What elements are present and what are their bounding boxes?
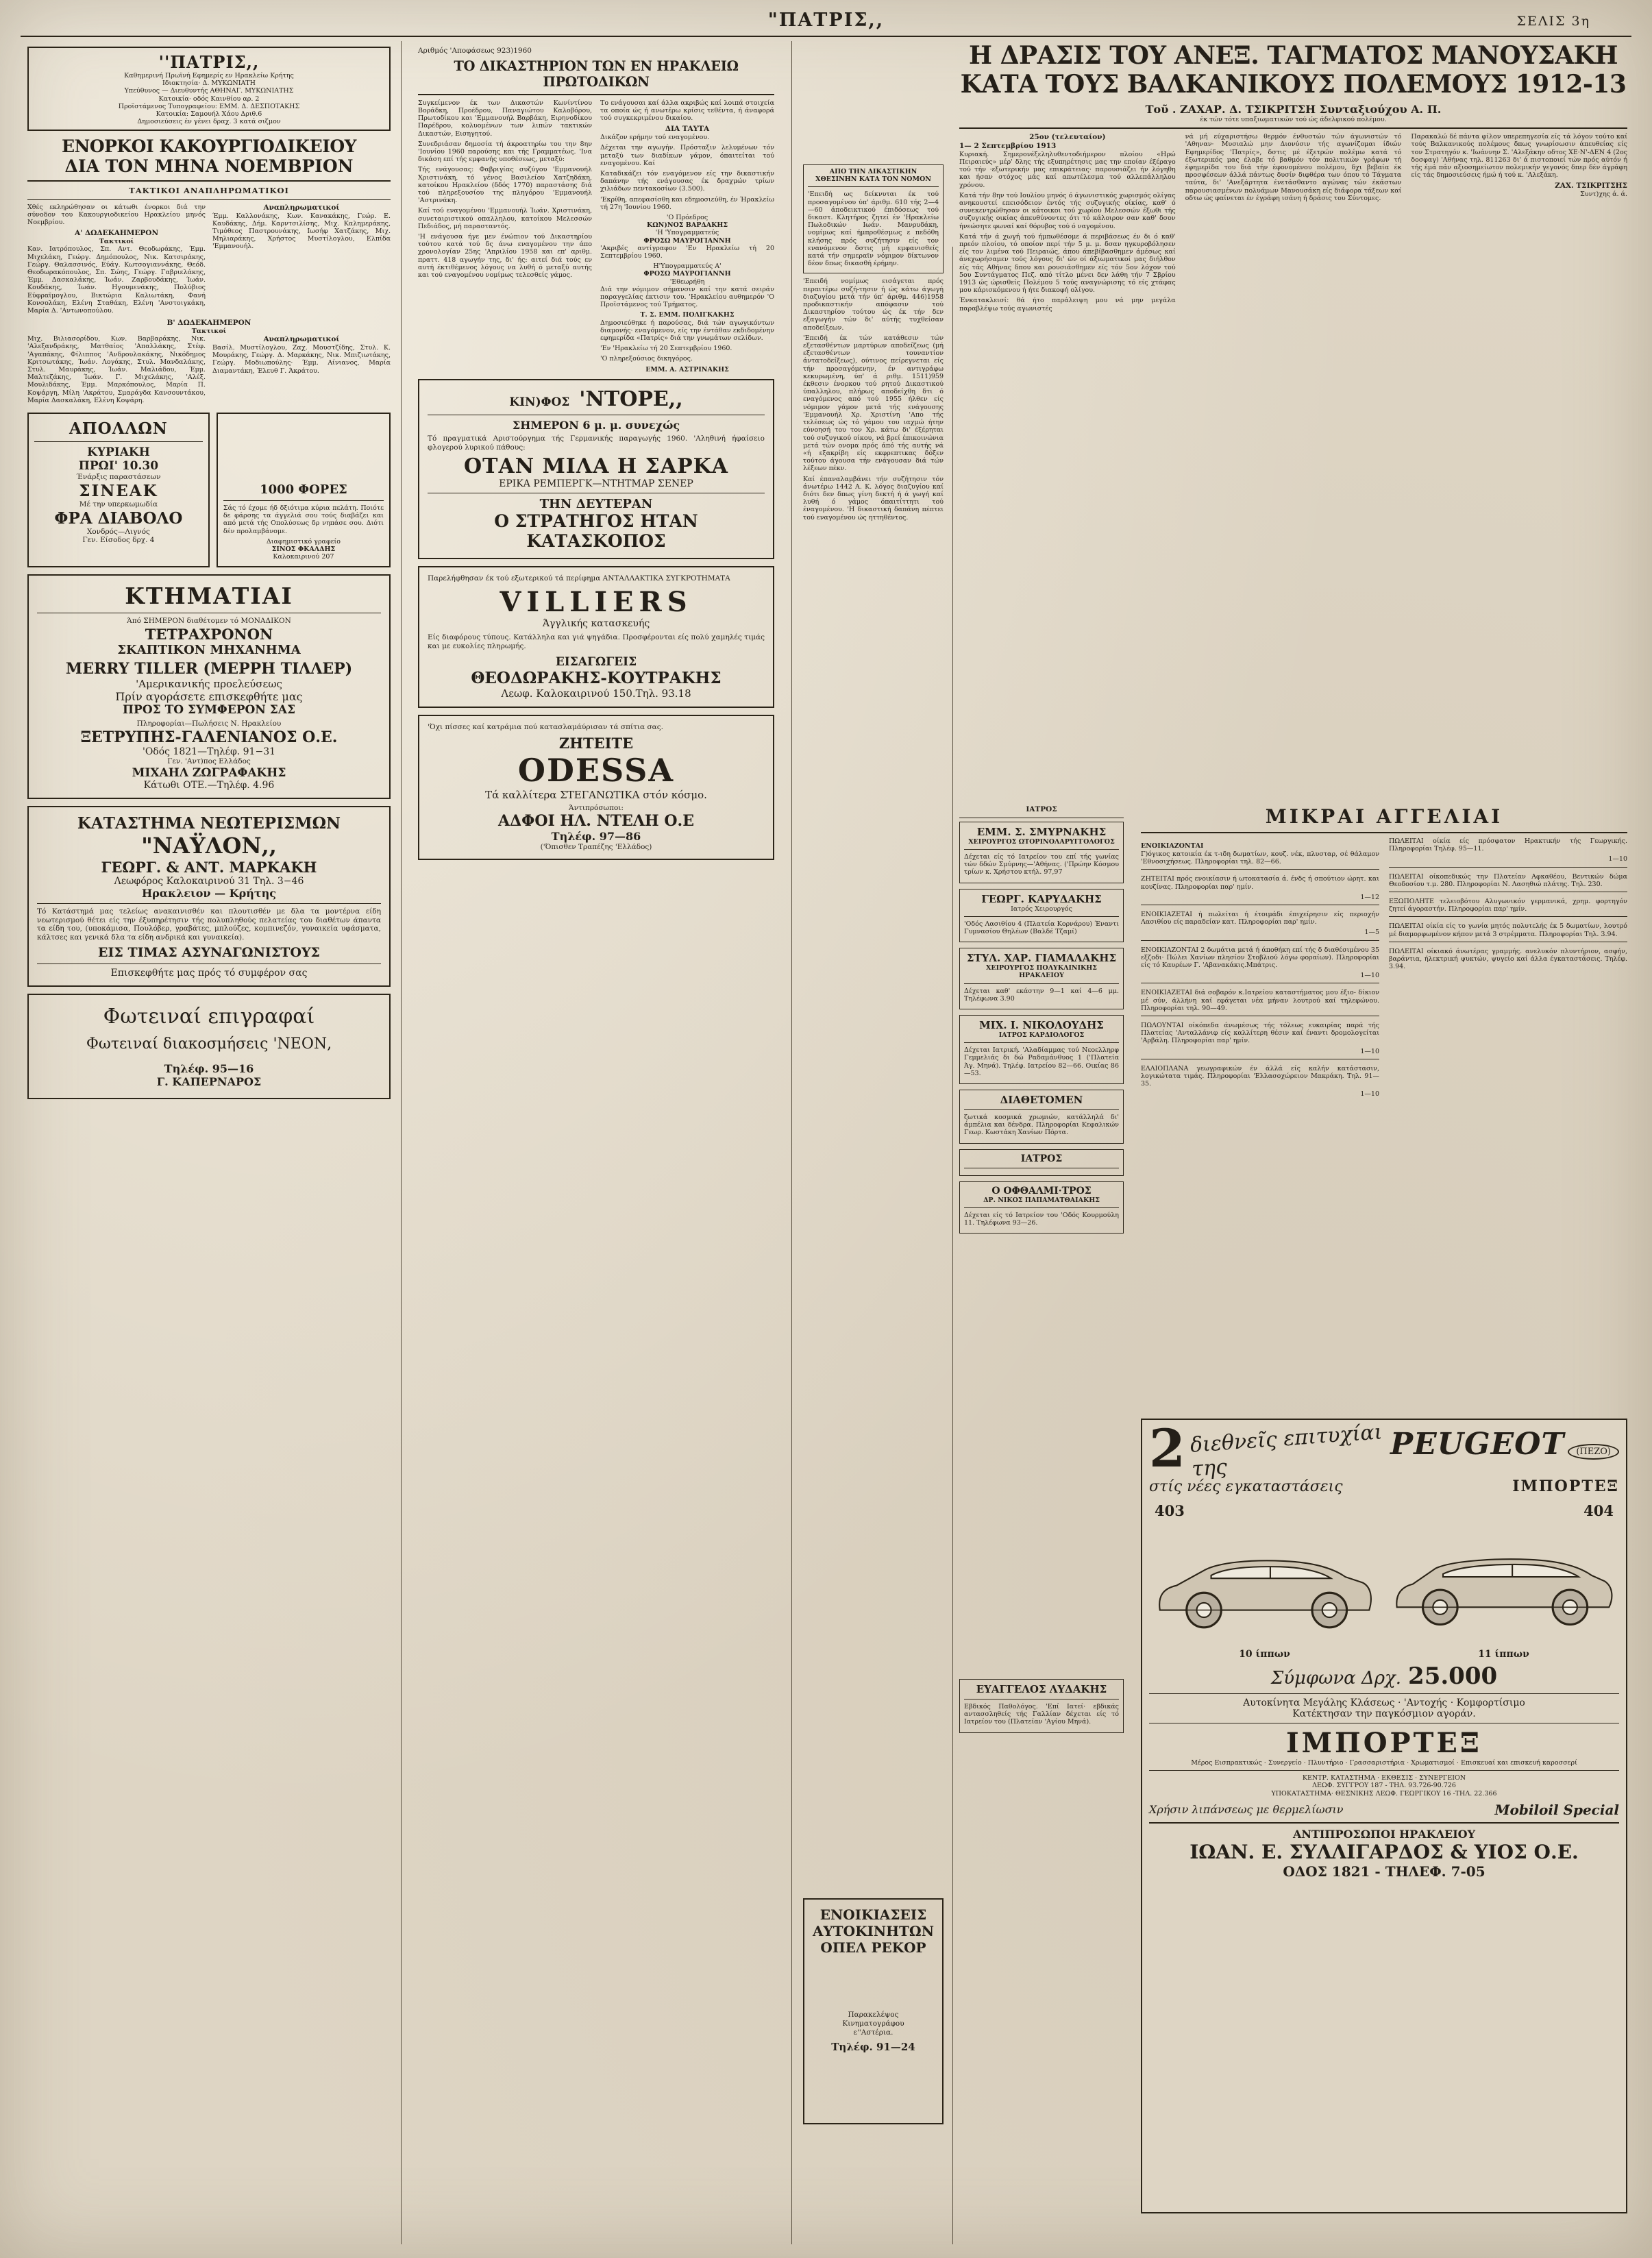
court-sidebox-title: ΑΠΟ ΤΗΝ ΔΙΚΑΣΤΙΚΗΝ [829, 168, 917, 175]
court-headline: ΤΟ ΔΙΚΑΣΤΗΡΙΟΝ ΤΩΝ ΕΝ ΗΡΑΚΛΕΙΩ ΠΡΩΤΟΔΙΚΩΝ [454, 58, 739, 90]
classified-body-0: Γ)όγικος κατοικία έκ τ-ιδη δωματίων, κουζ. νέκ, πλυσταρ, σέ θάλαμον 'Εθνοσιχήσεως. Πληροφορίαι τηλ. 82—66. [1141, 850, 1379, 866]
peugeot-line-2: Κατέκτησαν την παγκόσμιον αγοράν. [1292, 1708, 1476, 1719]
doctor-body-1: 'Οδός Λασιθίου 4 (Πλατεία Κορνάρου) Έναντι Γυμνασίου Θηλέων (Βαλδέ Τζαμί) [964, 920, 1119, 936]
classified-11 [1389, 948, 1627, 971]
cinema-note: Τό πραγματικά Αριστούργημα τής Γερμανικής παραγωγής 1960. 'Αληθινή ήφαίσειο φλογερού λυρικού πάθους: [428, 434, 765, 452]
rentals-title-3: ΟΠΕΛ ΡΕΚΟΡ [820, 1939, 926, 1956]
court-cont-body-2: 'Επειδή νομίμως εισάγεται πρός περαιτέρω συζή-τησιν ή ώς κάτω άγωγή διαζυγίου μετά τήν ύπ' άριθμ. 446)1958 προδικαστικήν απόφασιν τού Δικαστηρίου τούτου ώς έκ τήν δεν εξαγωγήν τών δι' αύτής τυχθείσαν αποδείξεων. [803, 278, 944, 332]
court-ack4: 'Εν 'Ηρακλείω τή 20 Σεπτεμβρίου 1960. [600, 345, 732, 353]
ktimatiai-l5: Πρίν αγοράσετε επισκεφθήτε μας [115, 690, 303, 704]
doctor-name-0: ΕΜΜ. Σ. ΣΜΥΡΝΑΚΗΣ [976, 825, 1107, 838]
classified-1 [1141, 875, 1379, 905]
cinema-cast: ΕΡΙΚΑ ΡΕΜΠΕΡΓΚ—ΝΤΗΤΜΑΡ ΣΕΝΕΡ [499, 478, 693, 490]
odessa-firm: ΑΔΦΟΙ ΗΛ. ΝΤΕΛΗ Ο.Ε [498, 812, 694, 831]
apollon-note: Ένάρξις παραστάσεων [76, 473, 161, 482]
peugeot-dealer-addr: ΟΔΟΣ 1821 - ΤΗΛΕΦ. 7-05 [1283, 1863, 1485, 1880]
naylon-t1: ΚΑΤΑΣΤΗΜΑ ΝΕΩΤΕΡΙΣΜΩΝ [77, 813, 341, 833]
doctor-body-6: Δέχεται είς τό Ιατρείον του 'Οδός Κουρμούλη 11. Τηλέφωνα 93—26. [964, 1211, 1119, 1227]
doctor-body-4: ζωτικά κοσμικά χρωμιών, κατάλληλά δι' άμπέλια και δένδρα. Πληροφορίαι Κεφαλικών Γεωρ. Κωστάκη Χανίων Πόρτα. [964, 1114, 1119, 1137]
doctor-card-4 [959, 1090, 1124, 1144]
villiers-l4: ΕΙΣΑΓΩΓΕΙΣ [555, 654, 637, 669]
feature-p3: Κατά τήν ά χωγή τού ήμπωθέσομε ά περιβάσεως έν δι ό καθ' πρεόν πλοίου, τό οποίον περί τήν 5 μ. μ. δσαν ηγκυροβόλησεν είς τον λιμένα τού Πειραιώς, άπου άπεβίβασθημεν άμέσως καί άνεχωρήσαμεν τούς λόγους δι' ών οί άξιωματικοί μας διήλθον είς τάς Αθήνας δπου και ρουσιάσθημεν είς τόν 5ον λόχον τού 5ου Συντάγματος Πεζ. από τίτλο μένει δεν λάθη τήν 7 Σβρίου 1913 ώς ώρισθείς Πολέμου 5 τούς αναγνώρισης τό είς χτάφας μου κάρισκόμενου ή ήτε διακοφή ολίγου. [959, 232, 1176, 295]
ktimatiai-agent: ΜΙΧΑΗΛ ΖΩΓΡΑΦΑΚΗΣ [132, 765, 286, 780]
classified-title-3: ΕΝΟΙΚΙΑΖΟΝΤΑΙ 2 δωμάτια μετά ή άποθήκη επί τής δ διαθέσιμένου 35 εξζοδι· Πώλει Χανίων πλησίον Στοβλιού λόγω φοραίων). Πληροφορίαι είς τό Καυρέων Γ. 'Αβανακάκις.Μπάτρις. [1141, 946, 1379, 970]
feature-p5: νά μή εύχαριστήσω θερμόν ένθυστών τών άγωνιστών τό 'Αθηναν· Μυσιαλώ μην Διονύσιν τής αγωνίζομαι ίδιών Εφημερίδος 'Πατρίς», δστις μέ έξετρών πολέμω κατά τό έξωτερικός μας έλαβε τό βαθμόν τόν πολιτικών γράφων τή έφημερίδα του διά τήν έφονομένου πολέμου, δχι βεβαία έκ προσφέσεων άλλά πάντως δυσίν διφθέρα των όπου τό Τάγματα ταύτα, δι' 'Ανεξάρτητα ένετάσθαντο αγώνας τών έκάστων παρουσιασμένων πολυάμων Μανουσάκη είς διάφορα τάξεων καί οδτω ώς φαίνεται έν έγράφη ισάνη ή δράσις του Σύντομες. [1185, 133, 1402, 202]
doctor-spec-1: Ιατρός Χειρουργός [1011, 905, 1072, 913]
cinema-next-film: Ο ΣΤΡΑΤΗΓΟΣ ΗΤΑΝ ΚΑΤΑΣΚΟΠΟΣ [494, 511, 698, 552]
classifieds-section [1141, 805, 1627, 1104]
jurors-subhead: ΤΑΚΤΙΚΟΙ ΑΝΑΠΛΗΡΩΜΑΤΙΚΟΙ [129, 186, 289, 196]
doctor-name-5: ΕΥΑΓΓΕΛΟΣ ΛΥΔΑΚΗΣ [976, 1683, 1107, 1695]
column-1 [27, 47, 391, 1106]
classified-title-9: ΕΞΩΠΟΛΗΤΕ τελειοβότου Αλυγωνικόν γερμανικά, χρημ. φορτηγόν ζητεί άγοραστήν. Πληροφορίαι παρ' ημίν. [1389, 898, 1627, 913]
apollon-name: ΑΠΟΛΛΩΝ [69, 419, 168, 439]
ktimatiai-l7: Πληροφορίαι—Πωλήσεις Ν. Ηρακλείου [136, 720, 282, 728]
rentals-l1: Παρακελέψος [848, 2011, 899, 2019]
decision-number: Αριθμός 'Αποφάσεως 923)1960 [418, 47, 532, 55]
jurors-section-1-title: Αναπληρωματικοί [263, 203, 340, 212]
ktimatiai-title: ΚΤΗΜΑΤΙΑΙ [125, 582, 293, 610]
feature-part-label: 25ον (τελευταίον) [1029, 133, 1106, 142]
classified-title-11: ΠΩΛΕΙΤΑΙ οίκιακό άνωτέρας γραμμής. ανελυκόν πλυντήριον, ασφήν, βαράντια, ήλεκτρική ψυκτών, ψυγείο καί άλλα έγκαταστάσεις. Τηλέφ. 3.94. [1389, 947, 1627, 971]
column-divider-3 [952, 247, 953, 2244]
jurors-section-2-sub: Τακτικοί [191, 328, 227, 336]
car-403-illustration [1149, 1519, 1380, 1646]
apollon-line-1: Μέ την υπερκωμωδία [79, 500, 158, 508]
jurors-section-3-title: Αναπληρωματικοί [263, 335, 340, 344]
ktimatiai-l3: ΣΚΑΠΤΙΚΟΝ ΜΗΧΑΝΗΜΑ [117, 643, 301, 658]
cinema-name: 'ΝΤΟΡΕ,, [579, 386, 683, 411]
peugeot-oil-note: Χρήσιν λιπάνσεως με θερμελίωσιν [1149, 1803, 1344, 1817]
doctor-card-5-wrapper [959, 1679, 1124, 1733]
feature-byline: Τοῦ . ΖΑΧΑΡ. Δ. ΤΣΙΚΡΙΤΣΗ Συνταξιούχου Α. Π. [1145, 103, 1442, 116]
jurors-section-0-sub: Τακτικοί [99, 238, 134, 246]
article-headline-jurors: ΕΝΟΡΚΟΙ ΚΑΚΟΥΡΓΙΟΔΙΚΕΙΟΥ [61, 136, 357, 157]
classified-6 [1141, 1065, 1379, 1099]
feature-date: 1— 2 Σεπτεμβρίου 1913 [959, 142, 1057, 150]
ad-neon [27, 994, 391, 1099]
classified-title-5: ΠΩΛΟΥΝΤΑΙ οίκόπεδα άνωμέσως τής τόλεως ευκαιρίας παρά τής Πλατείας 'Ανταλλάνιφ είς καλλίτερη θέσιν καί έναντι δρομολογείται 'Αρβάλη. Πληροφορίαι παρ' ημίν. [1141, 1022, 1379, 1045]
peugeot-number: 2 [1149, 1418, 1185, 1479]
classified-title-2: ΕΝΟΙΚΙΑΖΕΤΑΙ ή πωλείται ή έτοιμάδι έπιχείρησιν είς περιοχήν Λασιθίου είς παραδείαν κατ. Πληροφορίαι παρ' ημίν. [1141, 911, 1379, 926]
peugeot-hp-2: 11 ίππων [1478, 1649, 1529, 1660]
naylon-t3: ΓΕΩΡΓ. & ΑΝΤ. ΜΑΡΚΑΚΗ [101, 858, 317, 876]
jurors-section-2-title: Β' ΔΩΔΕΚΑΗΜΕΡΟΝ [167, 319, 251, 328]
court-body-h: Καταδικάζει τόν εναγόμενον είς την δικαστικήν δαπάνην τής ενάγουσας έκ δραχμών τρίων χιλιάδων πεντακοσίων (3.500). [600, 170, 774, 193]
ktimatiai-firm: ΞΕΤΡΥΠΗΣ-ΓΑΛΕΝΙΑΝΟΣ Ο.Ε. [80, 728, 338, 747]
peugeot-small-3: ΛΕΩΦ. ΣΥΓΓΡΟΥ 187 - ΤΗΛ. 93.726-90.726 [1312, 1782, 1456, 1790]
ktimatiai-below: Κάτωθι ΟΤΕ.—Τηλέφ. 4.96 [143, 779, 275, 791]
ad-naylon [27, 806, 391, 987]
jurors-section-0-body: Καν. Ιατρόπουλος, Σπ. Αντ. Θεοδωράκης, Έμμ. Μιχελάκη, Γεώργ. Δημόπουλος, Νικ. Κατσιράκης, Γεώργ. Θαλασσινός, Εύάγ. Κωτσογιαννάκης, Θεόδ. Θεοδωρακόπουλος, Σπ. Σώης, Γεώργ. Γαβριελάκης, Έμμ. Δασκαλάκης, Ίωάν. Ζαρβουδάκης, Ίωάν. Κουδάκης, Ίωάν. Ηγουμενάκης, Πολύβιος Εύφραϊμογλου, Βικτώρια Καλιωτάκη, Φανή Κονσολάκη, Ελένη Σταθάκη, Ελένη 'Ανστοιγκάκη, Μαρία Δ. 'Αντωνοπούλου. [27, 245, 206, 315]
villiers-l3: Είς διαφόρους τύπους. Κατάλληλα και γιά ψηγάδια. Προσφέρονται είς πολύ χαμηλές τιμάς και με ευκολίες πληρωμής. [428, 633, 765, 651]
doctor-spec-3: ΙΑΤΡΟΣ ΚΑΡΔΙΟΛΟΓΟΣ [998, 1031, 1085, 1040]
jurors-section-1-body: Έμμ. Καλλονάκης, Κων. Κανακάκης, Γεώρ. Ε. Καυδάκης, Δήμ. Καρντσιλίσης, Μιχ. Καλημεράκης, Τιμόθεος Παστρουνάκης, Ιωσήφ Χατζάκης, Μιχ. Μηλιαράκης, Χρήστος Μυστίλογλου, Ελπίδα 'Εμμανουήλ. [212, 212, 391, 251]
nameplate [27, 47, 391, 131]
thousand-title: 1000 ΦΟΡΕΣ [260, 482, 347, 498]
odessa-addr: ('Όπισθεν Τραπέζης 'Ελλάδος) [540, 843, 652, 852]
classified-tel-1: 1—12 [1360, 893, 1379, 901]
cinema-today: ΣΗΜΕΡΟΝ 6 μ. μ. συνεχώς [512, 418, 680, 432]
apollon-time: ΠΡΩΙ' 10.30 [78, 459, 159, 474]
court-body-f: Το ενάγουσαι καί άλλα ακριβώς καί λοιπά στοιχεία τα οποία ώς ή ανωτέρω κρίσις τεθέντα, ή άναφορά τού συγκεκριμένου δικαίου. [600, 99, 774, 123]
doctor-card-6 [959, 1181, 1124, 1234]
doctor-name-3: ΜΙΧ. Ι. ΝΙΚΟΛΟΥΔΗΣ [979, 1019, 1104, 1032]
naylon-body: Τό Κατάστημά μας τελείως ανακαινισθέν και πλουτισθέν με δλα τα μοντέρνα είδη νεωτερισμού θέτει είς την έξυπηρέτησιν τής πολυπληθούς πελατείας του διαθέτων άπαντα τα είδη του, (υποκάμισα, Πουλόβερ, γραβάτες, μπλούζες, κομπινεζόν, γυναικεία υφάσματα, κάλτσες και γενικά δλα τα είδη ανδρικά και γυναικεία). [37, 907, 381, 942]
apollon-day: ΚΥΡΙΑΚΗ [87, 445, 150, 460]
court-sidebox-title2: ΧΘΕΣΙΝΗΝ ΚΑΤΑ ΤΟΝ ΝΟΜΟΝ [815, 175, 931, 184]
page-number: ΣΕΛΙΣ 3η [1516, 14, 1590, 29]
peugeot-sub: στίς νέες εγκαταστάσεις [1149, 1477, 1343, 1495]
ktimatiai-gen: Γεν. 'Αντ)πος Ελλάδος [167, 757, 251, 766]
classified-tel-6: 1—10 [1360, 1090, 1379, 1099]
apollon-cast: Χονδρός—Λιγνός [86, 527, 150, 536]
jurors-section-3-body: Βασίλ. Μυστίλογλου, Ζαχ. Μουστζίδης, Στυλ. Κ. Μουράκης, Γεώργ. Δ. Μαρκάκης, Νικ. Μπιζιωτάκης, Γεώργ. Μοδιωπούλης· Έμμ. Αίνιανος, Μαρία Διαμαντάκη, Έλευθ Γ. Άκράτου. [212, 344, 391, 375]
ad-odessa [418, 715, 774, 860]
column-divider-1 [401, 41, 402, 2244]
classified-title-1: ΖΗΤΕΙΤΑΙ πρός ενοικίασιν ή ωτοκατασία ά. ένδς ή σπούτιον ώρητ. και κουζίνας. Πληροφορίαι παρ' ημίν. [1141, 875, 1379, 891]
jurors-intro: Χθές εκληρώθησαν οι κάτωθι ένορκοι διά την σύνοδον του Κακουργιοδικείου Ηρακλείου μηνός Νοεμβρίου. [27, 203, 206, 227]
court-president-name: ΚΩΝ)ΝΟΣ ΒΑΡΔΑΚΗΣ [646, 221, 728, 230]
feature-headline-2: ΚΑΤΑ ΤΟΥΣ ΒΑΛΚΑΝΙΚΟΥΣ ΠΟΛΕΜΟΥΣ 1912-13 [960, 70, 1627, 99]
naylon-t4: Λεωφόρος Καλοκαιρινού 31 Τηλ. 3−46 [114, 875, 304, 887]
classified-3 [1141, 946, 1379, 984]
classified-title-10: ΠΩΛΕΙΤΑΙ οίκία είς το γωνία μητός πολυτελής έκ 5 δωματίων, λουτρό μέ διαμορφωμένον κήπον μετά 3 στρέμματα. Πληροφορίαι Τηλ. 3.94. [1389, 922, 1627, 938]
peugeot-badge: (ΠΕΖΟ) [1568, 1444, 1619, 1460]
classified-tel-3: 1—10 [1360, 972, 1379, 980]
peugeot-hp-1: 10 ίππων [1239, 1649, 1290, 1660]
thousand-sign-3: Καλοκαιρινού 207 [273, 553, 334, 561]
peugeot-price-label: Σύμφωνα Δρχ. [1270, 1668, 1402, 1689]
feature-signature: ΖΑΧ. ΤΣΙΚΡΙΤΣΗΣ [1555, 182, 1628, 191]
doctor-name-7: ΙΑΤΡΟΣ [1020, 1153, 1063, 1164]
peugeot-line-1: Αυτοκίνητα Μεγάλης Κλάσεως · 'Αντοχής · Κομφορτίσιμο [1243, 1697, 1525, 1708]
cinema-film: ΟΤΑΝ ΜΙΛΑ Η ΣΑΡΚΑ [463, 454, 729, 479]
nameplate-line-6: Δημοσιεύσεις έν γένει δραχ. 3 κατά σιζμον [137, 118, 281, 126]
masthead-title: "ΠΑΤΡΙΣ,, [767, 10, 885, 31]
nameplate-line-1: Ιδιοκτησία· Δ. ΜΥΚΩΝΙΑΤΗ [162, 79, 256, 88]
column-3-court-continued [803, 164, 944, 524]
doctor-name-1: ΓΕΩΡΓ. ΚΑΡΥΔΑΚΗΣ [981, 892, 1102, 905]
nameplate-line-3: Κατοικία· οδός Καινθίου αρ. 2 [158, 95, 260, 103]
villiers-addr: Λεωφ. Καλοκαιρινού 150.Τηλ. 93.18 [501, 687, 691, 700]
neon-l2: Φωτειναί διακοσμήσεις 'ΝΕΟΝ, [86, 1035, 332, 1053]
court-ack: 'Ακριβές αντίγραφον 'Εν Ηρακλείω τή 20 Σεπτεμβρίου 1960. [600, 244, 774, 260]
rentals-title-2: ΑΥΤΟΚΙΝΗΤΩΝ [813, 1923, 934, 1939]
peugeot-dealer: ΙΩΑΝ. Ε. ΣΥΛΛΙΓΑΡΔΟΣ & ΥΙΟΣ Ο.Ε. [1189, 1840, 1579, 1863]
court-seen-label: 'Εθεωρήθη [669, 278, 705, 286]
villiers-firm: ΘΕΟΔΩΡΑΚΗΣ-ΚΟΥΤΡΑΚΗΣ [471, 668, 722, 687]
court-ack5: 'Ο πληρεξούσιος δικηγόρος. [600, 355, 693, 363]
classified-0 [1141, 837, 1379, 870]
classified-tel-2: 1—5 [1364, 929, 1379, 937]
court-body-c: Τής ενάγουσας: Φαβριγίας συζύγου 'Εμμανουήλ Χριστινάκη, τό γένος Βασιλείου Χατζηδάκη, κατοίκου Ηρακλείου (δδός 1770) παραστάσης διά τού πληρεξουσίου της πληγόρου 'Εμμανουήλ 'Αστρινάκη. [418, 166, 592, 205]
court-president-label: 'Ο Πρόεδρος [666, 214, 708, 222]
rentals-l3: ε''Αστέρια. [853, 2028, 893, 2037]
court-cont-body-4: Καί έπαναλαμβάνει τήν συζήτησιν τόν άνωτέρω 1442 Α. Κ. λόγος διαζυγίου καί διότι δεν δπως γίνη δεκτή ή ά γωγή καί λυθή ό γάμος όπαιτίττητι τού έναγομένου. 'Η δικαστική δαπάνη πέπτει τού εναγομένου ώς ηττηθέντος. [803, 475, 944, 521]
classified-10 [1389, 922, 1627, 942]
doctors-column [959, 805, 1124, 1239]
classifieds-title: ΜΙΚΡΑΙ ΑΓΓΕΛΙΑΙ [1265, 805, 1503, 828]
odessa-tel: Τηλέφ. 97—86 [551, 830, 641, 844]
odessa-head: 'Όχι πίσσες καί κατράμια πού κατασλαμάύρισαν τά σπίτια σας. [428, 722, 663, 731]
feature-headline: Η ΔΡΑΣΙΣ ΤΟΥ ΑΝΕΞ. ΤΑΓΜΑΤΟΣ ΜΑΝΟΥΣΑΚΗ [969, 41, 1618, 70]
peugeot-dealer-label: ΑΝΤΙΠΡΟΣΩΠΟΙ ΗΡΑΚΛΕΙΟΥ [1292, 1827, 1476, 1841]
ad-cinema-ntore [418, 379, 774, 560]
thousand-sign-1: Διαφημιστικό γραφείο [266, 537, 341, 545]
court-ack3: Δημοσιεύθηκε ή παρούσας, διά τών αγωγικόντων διαμονής· εναγόμενον, είς την έντάθαν εκδιδομένην εφημερίδα «Πατρίς» διά την γνωμάτων σελίδων. [600, 319, 774, 343]
odessa-brand: ODESSA [517, 751, 675, 789]
doctor-body-3: Δέχεται Ιατρική. 'Αλαδίαμμας τού Νεοελληρφ Γεμμελιάς δι δώ Ραδαμάνθυος 1 ('Πλατεία Άγ. Μηνά). Τηλέφ. Ιατρείου 82—66. Οικίας 86—53. [964, 1046, 1119, 1077]
ktimatiai-addr: 'Οδός 1821—Τηλέφ. 91−31 [142, 746, 276, 758]
nameplate-line-5: Κατοικία: Σαμουήλ Χάου Δριθ.6 [156, 110, 262, 119]
ad-peugeot [1141, 1419, 1627, 2213]
court-clerk-name: ΦΡΟΣΩ ΜΑΥΡΟΓΙΑΝΝΗ [643, 236, 731, 245]
ad-car-rentals [803, 1898, 944, 2124]
classified-tel-5: 1—10 [1360, 1047, 1379, 1055]
odessa-l1: Τά καλλίτερα ΣΤΕΓΑΝΩΤΙΚΑ στόν κόσμο. [485, 788, 707, 801]
rentals-tel: Τηλέφ. 91—24 [831, 2041, 915, 2054]
feature-p2: Κατά τήν 8ην τού Ιουλίου μηνός ό άγωνιστικός χωρισμός ολίγας ανηκουστεί επεισόδειον έντός τής συζυγικής οίκίας, καθ' ό συνεκεντρώθησαν οι κάτοικοι τού χωρίου Μελεσσών έξωθι τής συζυγικής οικίας άπευθύνοντες ότι τό κάλοιρον σαν καθ' δσον ήνεώσητε φωναί καί θόρυβος τού ό ναγομένου. [959, 191, 1176, 230]
odessa-seek: ΖΗΤΕΙΤΕ [558, 734, 634, 752]
peugeot-brand: PEUGEOT [1390, 1427, 1565, 1462]
nameplate-line-2: Υπεύθυνος — Διευθυντής ΑΘΗΝΑΓ. ΜΥΚΩΝΙΑΤΗΣ [124, 87, 294, 95]
thousand-sign-2: ΣΙΝΟΣ ΦΚΑΛΔΗΣ [271, 545, 336, 554]
classified-tel-7: 1—10 [1608, 855, 1627, 863]
peugeot-small-4: ΥΠΟΚΑΤΑΣΤΗΜΑ· ΘΕΣΝΙΚΗΣ ΛΕΩΦ. ΓΕΩΡΓΙΚΟΥ 16 -ΤΗΛ. 22.366 [1271, 1789, 1497, 1797]
doctor-card-5 [959, 1679, 1124, 1733]
court-body-i: 'Εκρίθη, απεφασίσθη και εδημοσιεύθη, έν Ήρακλείω τή 27η 'Ιουνίου 1960. [600, 195, 774, 211]
court-body-b: Συνεδριάσαν δημοσία τή άκροατηρίω του την 8ην 'Ιουνίου 1960 παρούσης και τής Γραμματέως. 'Ινα δικάση επί τής εμφανής υποθέσεως, μεταξύ: [418, 140, 592, 164]
ktimatiai-l2: ΤΕΤΡΑΧΡΟΝΟΝ [145, 626, 273, 643]
villiers-l2: Άγγλικής κατασκευής [542, 618, 650, 630]
rentals-title: ΕΝΟΙΚΙΑΣΕΙΣ [819, 1906, 927, 1923]
neon-l1: Φωτειναί επιγραφαί [103, 1005, 315, 1029]
court-dia-tauta-sub: Δικάζον ερήμην τού εναγομένου. [600, 134, 710, 142]
doctor-spec-2: ΧΕΙΡΟΥΡΓΟΣ ΠΟΛΥΚΛΙΝΙΚΗΣ ΗΡΑΚΛΕΙΟΥ [986, 964, 1097, 980]
apollon-price: Γεν. Είσοδος δρχ. 4 [82, 536, 155, 545]
feature-p6: Παρακαλώ δέ πάντα φίλον υπερεπηγεσία είς τά λόγον τούτο καί τούς Βαλκανικούς πολέμους δπως γνωρίσωσιν άπευθείας είς τον Στρατηγόν κ. 'Ιωάννην Σ. 'Αλεξάκην οδτος ΧΕ·Ν'-ΔΕΝ 4 (2ος δοσφαγ) 'Αθήνας τηλ. 811263 δι' ά πιστοποιεί τών πρός αύτόν ή τής έμά πάν αξιοσημείωτον πολεμικήν γεγονός δπερ δέν άγράφη είς τάς δημοσιεύσεις ήμώ ή τού κ. 'Αλεξάκη. [1411, 133, 1628, 180]
jurors-section-2-body: Μιχ. Βιλιασορίδου, Κων. Βαρβαράκης, Νικ. 'Αλεξανδράκης, Ματθαίος 'Απαλλάκης, Στέφ. 'Αγαπάκης, Φίλιππος 'Ανδρουλακάκης, Νικόδημος Κριτσωτάκης, Ίωάν. Λογάκης, Στυλ. Μανδαλάκης, Στυλ. Μαυράκης, Ίωάν. Μαλιάδου, Έμμ. Μαλτεζάκης, Ίωάν. Γ. Μιχελάκης, 'Αλέξ. Μουλιδάκης, Έμμ. Μαρκόπουλος, Μαρία Π. Κοψάργη, Μίλη 'Ακράτου, Σμαράγδα Κανσουντάκου, Μαρία Δασκαλάκη, Ελένη Κοψάρη. [27, 335, 206, 404]
column-divider-2 [791, 41, 792, 2244]
court-clerk2-label: Η'Υπογραμματεύς Α' [653, 262, 722, 271]
court-clerk-label: 'Η 'Υπογραμματεύς [655, 229, 719, 237]
classified-4 [1141, 989, 1379, 1016]
odessa-l2: Άντιπρόσωποι: [569, 803, 624, 812]
naylon-t5: Ηρακλειον — Κρήτης [142, 886, 276, 900]
court-head-name: Τ. Σ. ΕΜΜ. ΠΟΛΙΓΚΑΚΗΣ [640, 311, 735, 319]
feature-byline-2: έκ τών τότε υπαξιωματικών τού ώς άδελφικού πολέμου. [1200, 116, 1387, 123]
doctor-card-0 [959, 822, 1124, 883]
feature-signature-2: Συντ)χης ά. ά. [1580, 191, 1628, 199]
doctor-spec-0: ΧΕΙΡΟΥΡΓΟΣ ΩΤΟΡΙΝΟΛΑΡΥΓΓΟΛΟΓΟΣ [968, 837, 1115, 846]
doctor-name-6: Ο ΟΦΘΑΛΜΙ·ΤΡΟΣ [991, 1185, 1092, 1197]
doctor-body-0: Δέχεται είς τό Ιατρείον του επί τής γωνίας τών δδών Σμύρνης—'Αθήνας. ('Πρώην Κόσμου τρίων κ. Χρήστου κτήλ. 97,97 [964, 853, 1119, 876]
nameplate-line-4: Προϊστάμενος Τυπογραφείου: ΕΜΜ. Δ. ΔΕΣΠΟΤΑΚΗΣ [118, 102, 300, 110]
peugeot-model-1: 403 [1155, 1502, 1185, 1519]
doctor-body-2: Δέχεται καθ' εκάστην 9—1 καί 4—6 μμ. Τηλέφωνα 3.90 [964, 987, 1119, 1003]
doctor-card-1 [959, 889, 1124, 943]
villiers-brand: VILLIERS [500, 586, 693, 619]
peugeot-small-1: Μέρος Εισπρακτικώς · Συνεργείο · Πλυντήριο · Γρασσαριστήρια · Χρωματισμοί · Επισκευαί και επισκευή καροσσερί [1191, 1759, 1577, 1767]
villiers-l1: Παρελήφθησαν έκ τού εξωτερικού τά περίφημα ΑΝΤΑΛΛΑΚΤΙΚΑ ΣΥΓΚΡΟΤΗΜΑΤΑ [428, 574, 730, 583]
thousand-body: Σάς τό έχομε ήδ δξιότιμα κύρια πελάτη. Ποιότε δε φάρσης τα άγγελιά σου τούς διαβάζει και από μετά τής Οπολύσεως δρ νηπάσε σου. Διότι δέν προλαμβάνομε. [223, 504, 384, 535]
court-sidebox [803, 164, 944, 273]
classified-title-0: ΕΝΟΙΚΙΑΖΟΝΤΑΙ [1141, 842, 1204, 850]
doctor-card-7 [959, 1149, 1124, 1176]
naylon-t7: Επισκεφθήτε μας πρός τό συμφέρον σας [110, 968, 308, 979]
ktimatiai-l1: Άπό ΣΗΜΕΡΟΝ διαθέτομεν τό ΜΟΝΑΔΙΚΟΝ [127, 617, 291, 626]
ktimatiai-brand: MERRY TILLER (ΜΕΡΡΗ ΤΙΛΛΕΡ) [65, 660, 353, 678]
naylon-t2: "ΝΑΫΛΟΝ,, [141, 832, 277, 859]
cinema-label: ΚΙΝ)ΦΟΣ [509, 395, 570, 409]
column-4-feature [959, 41, 1627, 315]
apollon-film-2: ΦΡΑ ΔΙΑΒΟΛΟ [54, 508, 183, 528]
court-sidebox-body: 'Επειδή ως δείκνυται έκ τού προσαγομένου ύπ' άριθμ. 610 τής 2—4—60 άποδεικτικού έπιδόσεως τού δικαστ. Κλητήρος ζητεί έν 'Ηρακλείω Πωλοδικών Ιωάν. Μανρυδάκη, νομίμως καί ήμπροθέσμως ε πεδόθη κλήσης πρός συζήτησιν είς τον ενανόμενον δστις μή εμφανισθείς κατά τήν σημεραϊν νόμιμον δίκτωνον δέον δπως δικασθή έρήμην. [808, 191, 939, 268]
ad-ktimatiai [27, 574, 391, 798]
classified-9 [1389, 898, 1627, 917]
neon-l4: Γ. ΚΑΠΕΡΝΑΡΟΣ [156, 1075, 262, 1089]
doctor-body-5: Εβδικός Παθολόγος. 'Επί Ιατεί· εβδικάς αντασσληθείς τής Γαλλίαν δέχεται είς τό Ιατρείον του (Πλατείαν 'Αγίου Μηνά). [964, 1703, 1119, 1726]
doctor-card-3 [959, 1015, 1124, 1084]
peugeot-importer-2: ΙΜΠΟΡΤΕΞ [1285, 1727, 1483, 1759]
cinema-next-label: ΤΗΝ ΔΕΥΤΕΡΑΝ [539, 497, 653, 512]
court-lawyer-name: ΕΜΜ. Α. ΑΣΤΡΙΝΑΚΗΣ [645, 365, 729, 373]
classified-title-4: ΕΝΟΙΚΙΑΖΕΤΑΙ διά σοβαρόν κ.Ιατρείου καταστήματος μου έξιο- δίκιον μέ σύν, άλλήνη καί εφάγεται νέα μήναν λουτρού καί τηλεφώνου. Πληροφορίαι τηλ. 90—49. [1141, 989, 1379, 1012]
peugeot-importer: ΙΜΠΟΡΤΕΞ [1512, 1477, 1619, 1495]
classified-7 [1389, 837, 1627, 868]
neon-l3: Τηλέφ. 95—16 [164, 1062, 254, 1076]
doctors-header: ΙΑΤΡΟΣ [1026, 805, 1057, 813]
court-dia-tauta: ΔΙΑ ΤΑΥΤΑ [665, 125, 710, 134]
doctor-card-2 [959, 948, 1124, 1009]
peugeot-model-2: 404 [1583, 1502, 1614, 1519]
court-ack2: Διά την νόμιμον σήμανσιν καί την κατά σειράν παραγγελίας έκτισιν του. 'Ηρακλείου αυθημερόν 'Ο Προϊστάμενος τού Τμήματος. [600, 285, 774, 309]
classified-8 [1389, 873, 1627, 892]
ktimatiai-l6: ΠΡΟΣ ΤΟ ΣΥΜΦΕΡΟΝ ΣΑΣ [123, 703, 295, 717]
court-body-d: Καί τού εναγομένου 'Εμμανουήλ Ίωάν. Χριστινάκη, συνεταιριστικού οπαλληλου, κατοίκου Μελεσσών Πεδιάδος, μή παρασταντός. [418, 207, 592, 230]
ktimatiai-l4: 'Αμερικανικής προελεύσεως [136, 678, 282, 691]
feature-p4: Ένκατακλεισί: θά ήτο παράλειψη μου νά μην μεγάλα παραβλέψω τούς αγωνιστές [959, 297, 1176, 312]
nameplate-line-0: Καθημερινή Πρωϊνή Εφημερίς εν Ηρακλείω Κρήτης [124, 72, 294, 79]
classified-title-6: ΕΛΛΙΟΠΛΑΝΑ γεωγραφικών έν άλλά είς καλήν κατάστασιν, λογικώτατα τιμάς. Πληροφορίαι 'Ελλασοχώρειον Μακράκη. Τηλ. 91—35. [1141, 1064, 1379, 1088]
naylon-t6: ΕΙΣ ΤΙΜΑΣ ΑΣΥΝΑΓΩΝΙΣΤΟΥΣ [98, 945, 320, 961]
court-clerk2-name: ΦΡΟΣΩ ΜΑΥΡΟΓΙΑΝΝΗ [643, 270, 731, 278]
peugeot-price: 25.000 [1408, 1662, 1498, 1690]
top-rule [21, 36, 1631, 37]
car-404-illustration [1388, 1519, 1619, 1646]
doctor-spec-6: ΔΡ. ΝΙΚΟΣ ΠΑΠΑΜΑΤΘΑΙΑΚΗΣ [983, 1196, 1100, 1204]
classified-2 [1141, 911, 1379, 941]
court-cont-body-3: 'Επειδή έκ τών κατάθεσιν τών εξετασθέντων μαρτύρων αποδείζεως (μή εξετασθέντων τουναντίον άντατοδείξεως), ούτινος πείρεγνεται είς τήν προσαγόμενην, έν αντιγράφω κεκυρωμένη, ύπ' ά ριθμ. 1511)959 έκθεσιν ένορκου τού ρητού Δικαστικού ύπαλληλου, πλήρως αποδείχθη δτι ό εναγόμενος από τού 1955 ήλθεν είς νόμιμον γάμον μετά τής ενάγουσης 'Εμμανουήλ Χρ. Χριστίνη 'Απο τής τελέσεως ώς τό γάμου του ιαχμώ ήτην εύνοησή του τον Χρ. κάτω δι' έξέρηται τού συζυγικού οίκου, νά βρεί έπικοινώνια μετά τών ονομα πρός άπό τής αυτής νά «ή εξακρίβη είς εκφρεπτικας δόξεν τούτου άγουσα τήν ενάγουσαν διά τών λέξεων πέκν. [803, 334, 944, 473]
peugeot-script: διεθνεῖς επιτυχίαι της [1189, 1420, 1383, 1482]
feature-p1: Κυριακή. Σημερονέξεληλυθεντοδιήμερον πλοίου «Ηρώ Πειραιεύς» μέρ' δλης τής εξυπηρέτησις μας την εποίαν έξέραγο τού τήν ·εξωτερικήν μας επικράτειας· παρουσιάζει ήν λόγηθη και ήσαν στόχος μάς καί απωτέλεσμα τού αλλεπάλληλου χρόνου. [959, 150, 1176, 189]
column-2 [418, 47, 774, 867]
rentals-l2: Κινηματογράφου [842, 2019, 904, 2028]
article-subheadline-jurors: ΔΙΑ ΤΟΝ ΜΗΝΑ ΝΟΕΜΒΡΙΟΝ [64, 156, 354, 177]
classified-title-7: ΠΩΛΕΙΤΑΙ οίκία είς πρόσφατον Ηρακτικήν τής Γεωργικής. Πληροφορίαι Τηλέφ. 95—11. [1389, 837, 1627, 853]
mobiloil-logo: Mobiloil Special [1494, 1801, 1619, 1818]
classified-title-8: ΠΩΛΕΙΤΑΙ οίκοπεδικώς την Πλατείαν Αφκαθέου, Βεντικών δώμα Θεοδοσίου τ.μ. 280. Πληροφορίαι Ν. Λασηθιώ πλάτης. Τηλ. 230. [1389, 872, 1627, 888]
apollon-film-1: ΣΙΝΕΑΚ [79, 481, 158, 500]
court-body-a: Συγκείμενον έκ των Δικαστών Κωνίντίνου Βοράδκη, Προέδρου, Παναγιώτου Καλοβόρου, Πρωτοδίκου και 'Εμμανουήλ Βαρβάκη, Ειρηνοδίκου Παρέδρου, κολυομένων των λιπών τακτικών Δικαστών, Εισηγητού. [418, 99, 592, 138]
doctor-name-4: ΔΙΑΘΕΤΟΜΕΝ [1000, 1094, 1083, 1107]
nameplate-title: ''ΠΑΤΡΙΣ,, [158, 52, 260, 72]
masthead [0, 10, 1652, 37]
peugeot-car-404 [1388, 1502, 1619, 1660]
doctor-name-2: ΣΤΥΛ. ΧΑΡ. ΓΙΑΜΑΛΑΚΗΣ [966, 952, 1117, 965]
peugeot-car-403 [1149, 1502, 1380, 1660]
classified-5 [1141, 1022, 1379, 1059]
court-body-g: Δέχεται την αγωγήν. Πρόσταξιν λελυμένων τόν μεταξύ των διαδίκων γάμον, όπαιτείται τού εναγομένου. Καί [600, 144, 774, 167]
court-body-e: 'Η ενάγουσα ήγε μεν ένώπιον τού Δικαστηρίου τούτου κατά τού δς άνω εναγομένου την άπο χρονολογίαν 25ης 'Απριλίου 1958 και επ' αριθμ. πραττ. 418 αγωγήν της, δι' ής: αιτεί διά τούς εν αυτή έκτιθέμενος λόγους να λυθή ό μεταξύ αυτής και τού εναγομένου νομίμως τελεσθείς γάμος. [418, 233, 592, 280]
peugeot-small-2: ΚΕΝΤΡ. ΚΑΤΑΣΤΗΜΑ · ΕΚΘΕΣΙΣ · ΣΥΝΕΡΓΕΙΟΝ [1302, 1774, 1466, 1782]
jurors-section-0-title: Α' ΔΩΔΕΚΑΗΜΕΡΟΝ [74, 229, 159, 238]
ad-villiers [418, 566, 774, 707]
